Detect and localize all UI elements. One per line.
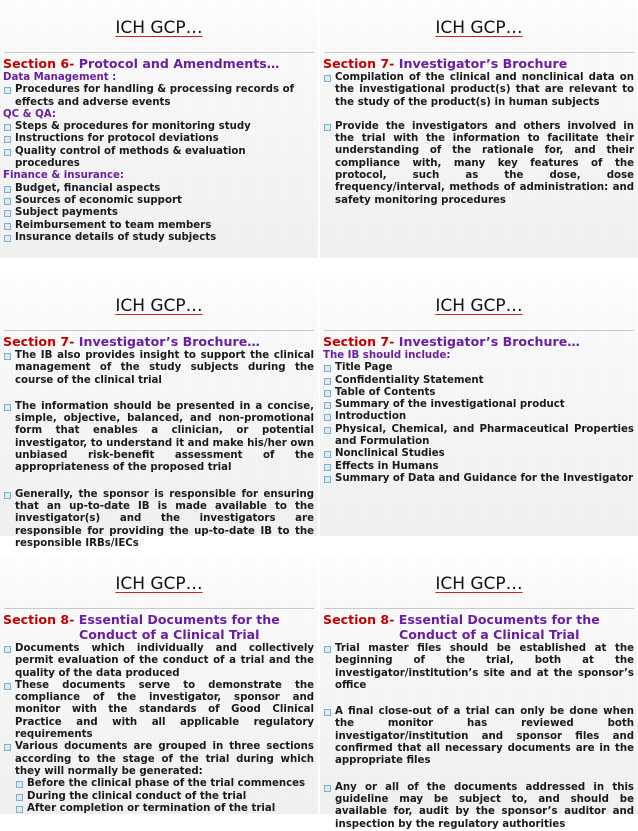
slide-content — [3, 334, 314, 550]
title-divider — [324, 52, 634, 53]
slide-section8-essential-docs — [0, 556, 318, 814]
list-item: Summary of the investigational product — [323, 399, 634, 411]
title-divider — [4, 330, 314, 331]
section-heading: Section 8- Essential Documents for the Conduct of a Clinical Trial — [323, 612, 600, 642]
slide-title: ICH GCP… — [115, 296, 203, 316]
slide-section8-essential-docs-cont — [320, 556, 638, 830]
list-item: Confidentiality Statement — [323, 375, 634, 387]
slide-section7-brochure-cont — [0, 278, 318, 549]
list-item: The IB also provides insight to support the clinical management of the study subjects during the course of the clinical trial — [3, 350, 314, 387]
list-item: Instructions for protocol deviations — [3, 133, 314, 145]
category-label: QC & QA: — [3, 108, 56, 120]
title-divider — [4, 608, 314, 609]
list-item: Table of Contents — [323, 387, 634, 399]
slide-content — [323, 56, 634, 207]
list-item: Reimbursement to team members — [3, 220, 314, 232]
list-item: Summary of Data and Guidance for the Investigator — [323, 473, 634, 485]
title-divider — [324, 330, 634, 331]
list-item: Budget, financial aspects — [3, 183, 314, 195]
slide-title: ICH GCP… — [435, 296, 523, 316]
intro-label: The IB should include: — [323, 350, 451, 361]
list-item: A final close-out of a trial can only be done when the monitor has reviewed both investigator/institution and sponsor files and confirmed that all necessary documents are in the appropriate files — [323, 706, 634, 767]
list-item: Subject payments — [3, 207, 314, 219]
list-item: Procedures for handling & processing records of effects and adverse events — [3, 84, 314, 109]
slide-content — [3, 56, 314, 244]
list-item: Title Page — [323, 362, 634, 374]
list-item: Compilation of the clinical and nonclinical data on the investigational product(s) that are relevant to the study of the product(s) in human subjects — [323, 72, 634, 109]
slide-content — [323, 334, 634, 485]
list-item: Effects in Humans — [323, 461, 634, 473]
slide-title: ICH GCP… — [115, 574, 203, 594]
list-item: Introduction — [323, 411, 634, 423]
sub-list-item: After completion or termination of the trial — [3, 803, 314, 815]
sub-list-item: During the clinical conduct of the trial — [3, 791, 314, 803]
list-item: These documents serve to demonstrate the compliance of the investigator, sponsor and monitor with the standards of Good Clinical Practice and with all applicable regulatory requirements — [3, 680, 314, 741]
category-label: Finance & insurance: — [3, 170, 124, 182]
section-heading: Section 7- Investigator’s Brochure… — [3, 334, 260, 349]
slide-title: ICH GCP… — [435, 18, 523, 38]
slide-title: ICH GCP… — [115, 18, 203, 38]
title-divider — [4, 52, 314, 53]
slide-content — [323, 612, 634, 831]
slide-section6-protocol — [0, 0, 318, 258]
title-divider — [324, 608, 634, 609]
list-item: Provide the investigators and others involved in the trial with the information to facilitate their understanding of the rationale for, and their compliance with, many key features of the protocol, such as the dose, dose frequency/interval, methods of administration: and safety monitoring procedures — [323, 121, 634, 207]
slide-section7-brochure — [320, 0, 638, 258]
list-item: Nonclinical Studies — [323, 448, 634, 460]
slide-title: ICH GCP… — [435, 574, 523, 594]
section-heading: Section 7- Investigator’s Brochure… — [323, 334, 580, 349]
list-item: Trial master files should be established at the beginning of the trial, both at the investigator/institution’s site and at the sponsor’s office — [323, 643, 634, 692]
list-item: Physical, Chemical, and Pharmaceutical Properties and Formulation — [323, 424, 634, 449]
list-item: The information should be presented in a concise, simple, objective, balanced, and non-promotional form that enables a clinician, or potential investigator, to understand it and make his/her own unbiased risk-benefit assessment of the appropriateness of the proposed trial — [3, 401, 314, 475]
list-item: Steps & procedures for monitoring study — [3, 121, 314, 133]
list-item: Any or all of the documents addressed in this guideline may be subject to, and should be available for, audit by the sponsor’s auditor and inspection by the regulatory authorities — [323, 782, 634, 831]
section-heading: Section 8- Essential Documents for the Conduct of a Clinical Trial — [3, 612, 280, 642]
list-item: Documents which individually and collectively permit evaluation of the conduct of a trial and the quality of the data produced — [3, 643, 314, 680]
list-item: Sources of economic support — [3, 195, 314, 207]
list-item: Quality control of methods & evaluation procedures — [3, 146, 314, 171]
list-item: Generally, the sponsor is responsible for ensuring that an up-to-date IB is made available to the investigator(s) and the investigators are responsible for providing the up-to-date IB to the responsible IRBs/IECs — [3, 489, 314, 550]
category-label: Data Management : — [3, 72, 117, 83]
sub-list-item: Before the clinical phase of the trial commences — [3, 778, 314, 790]
list-item: Insurance details of study subjects — [3, 232, 314, 244]
slide-content — [3, 612, 314, 815]
list-item: Various documents are grouped in three sections according to the stage of the trial during which they will normally be generated: — [3, 741, 314, 778]
section-heading: Section 7- Investigator’s Brochure — [323, 56, 568, 71]
section-heading: Section 6- Protocol and Amendments… — [3, 56, 280, 71]
slide-section7-ib-contents — [320, 278, 638, 536]
